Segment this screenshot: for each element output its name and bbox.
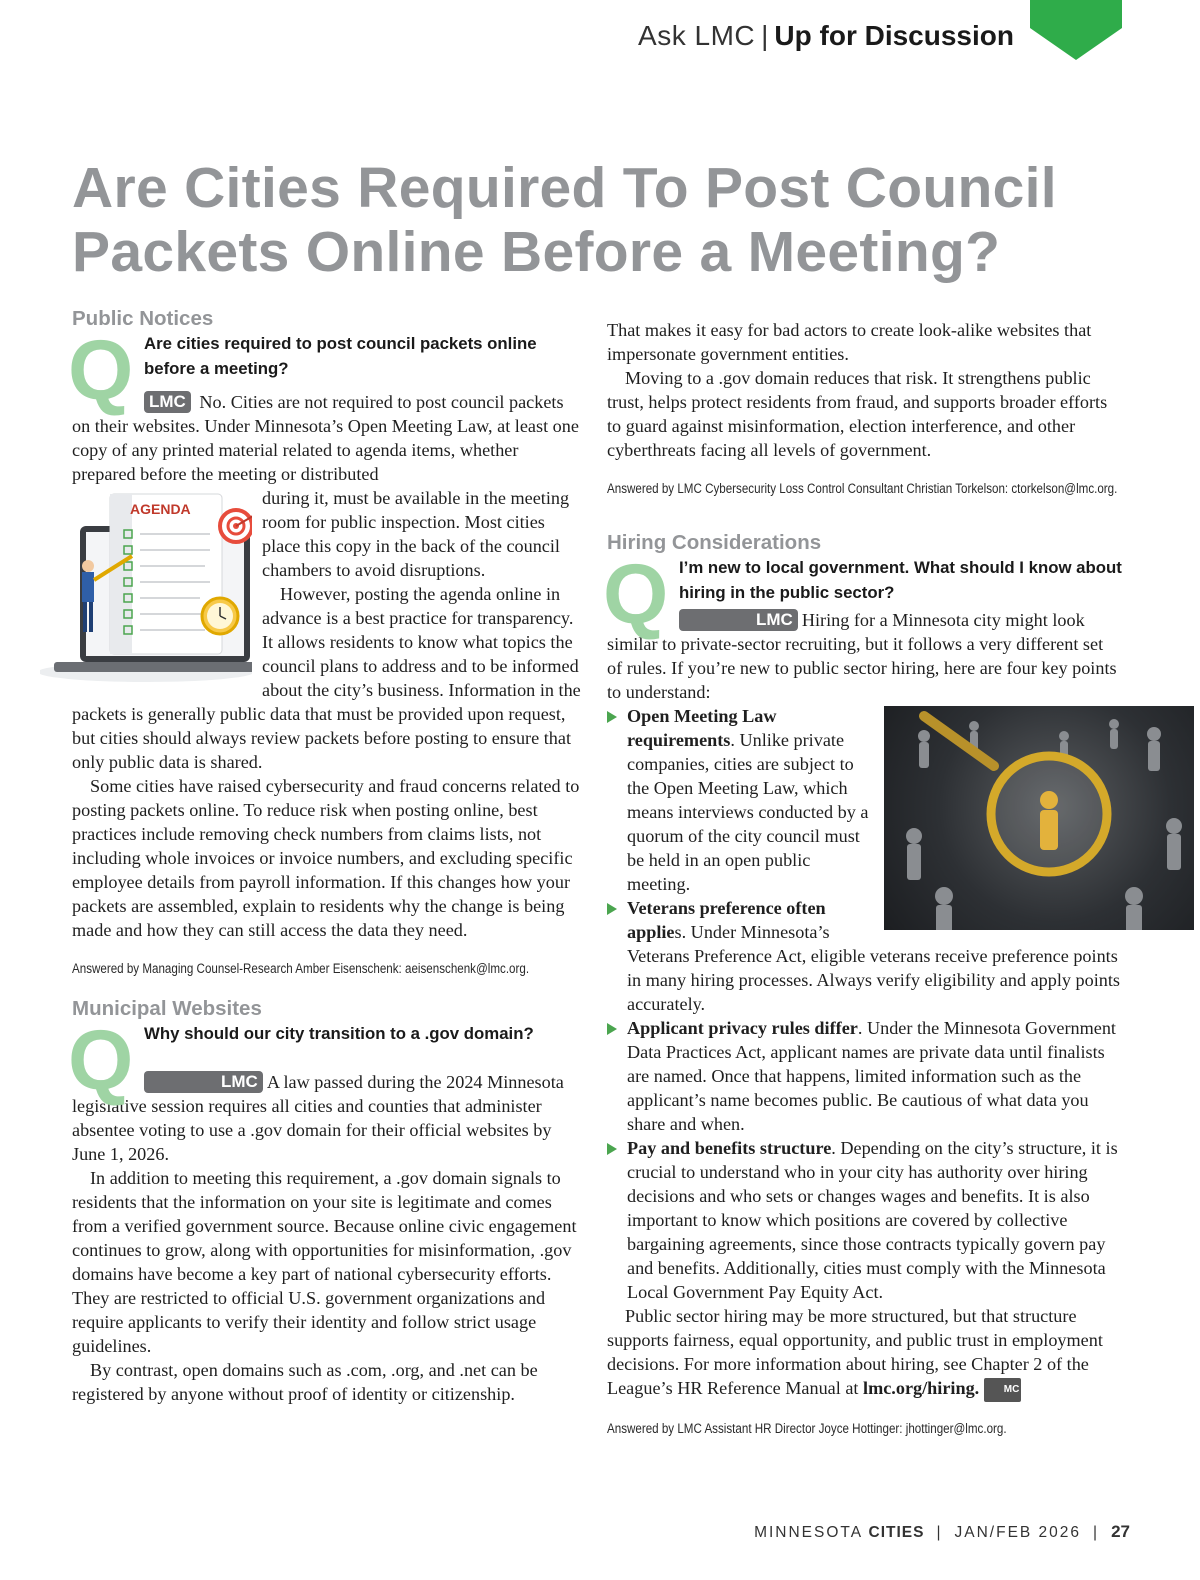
lmc-badge: LMC <box>144 1071 263 1093</box>
agenda-laptop-illustration <box>40 486 252 686</box>
q-icon: Q <box>68 1013 134 1107</box>
answer-paragraph <box>72 1070 584 1166</box>
end-mark-icon: MC <box>984 1378 1022 1402</box>
closing-paragraph <box>607 1304 1122 1402</box>
bullet-arrow-icon <box>607 711 617 723</box>
hiring-link[interactable]: lmc.org/hiring. <box>863 1378 980 1398</box>
list-item <box>607 1016 1122 1136</box>
q-icon: Q <box>603 547 669 641</box>
answer-paragraph-3: Some cities have raised cybersecurity and fraud concerns related to posting packets online. To reduce risk when posting online, best practices include removing check numbers from claims lists, not including whole invoices or invoice numbers, and excluding specific employee details from payroll information. If this changes how your packets are assembled, explain to residents why the change is being made and how they can still access the data they need. <box>72 776 580 940</box>
agenda-label: AGENDA <box>130 501 191 517</box>
point-text: . Unlike private companies, cities are subject to the Open Meeting Law, which means interviews conducted by a quorum of the city council must be held in an open public meeting. <box>627 730 869 894</box>
question-text: I’m new to local government. What should I know about hiring in the public sector? <box>679 558 1122 602</box>
question-text: Are cities required to post council packets online before a meeting? <box>144 334 537 378</box>
page-title: Are Cities Required To Post Council Packets Online Before a Meeting? <box>72 156 1057 284</box>
section-heading-public-notices: Public Notices <box>72 307 214 330</box>
answer-text: Hiring for a Minnesota city might look similar to private-sector recruiting, but it follows a very different set of rules. If you’re new to public sector hiring, here are four key points to understand: <box>607 610 1117 702</box>
byline-public-notices: Answered by Managing Counsel-Research Amber Eisenschenk: aeisenschenk@lmc.org. <box>72 961 530 976</box>
footer-divider: | <box>1093 1524 1100 1541</box>
point-title: Open Meeting Law requirements <box>627 706 777 750</box>
answer-paragraph-3-continued: That makes it easy for bad actors to create look-alike websites that impersonate government entities. <box>607 320 1092 364</box>
page-footer <box>754 1522 1130 1542</box>
bullet-arrow-icon <box>607 1023 617 1035</box>
q-icon: Q <box>68 323 134 417</box>
point-title: Applicant privacy rules differ <box>627 1018 858 1038</box>
answer-paragraph-4: Moving to a .gov domain reduces that risk. It strengthens public trust, helps protect residents from fraud, and supports broader efforts to guard against misinformation, election interference, and other cyberthreats facing all levels of government. <box>607 368 1108 460</box>
answer-paragraph-3: By contrast, open domains such as .com, .org, and .net can be registered by anyone without proof of identity or citizenship. <box>72 1360 538 1404</box>
right-column <box>603 318 1122 1440</box>
answer-text: A law passed during the 2024 Minnesota legislative session requires all cities and counties that administer absentee voting to use a .gov domain for their official websites by June 1, 2026. <box>72 1072 564 1164</box>
point-text: s. Under Minnesota’s Veterans Preference Act, eligible veterans receive preference points in many hiring processes. Always verify eligibility and apply points accurately. <box>627 922 1121 1014</box>
answer-text-part2: during it, must be available in the meeting room for public inspection. Most cities place this copy in the back of the council chambers to avoid disruptions. <box>262 488 570 580</box>
point-title: Pay and benefits structure <box>627 1138 832 1158</box>
answer-paragraph-2: However, posting the agenda online in advance is a best practice for transparency. It allows residents to know what topics the council plans to address and to be informed about the city’s business. Information in the packets is generally public data that must be provided upon request, but cities should always review packets before posting to ensure that only public data is shared. <box>72 584 581 772</box>
lmc-badge: LMC <box>144 391 191 413</box>
answer-paragraph <box>607 608 1122 704</box>
header-section: Ask LMC <box>638 20 756 51</box>
point-text: . Depending on the city’s structure, it is crucial to understand who in your city has authority over hiring decisions and who sets or changes wages and benefits. It is also important to know which positions are covered by collective bargaining agreements, since those contracts typically govern pay and benefits. Additionally, cities must comply with the Minnesota Local Government Pay Equity Act. <box>627 1138 1118 1302</box>
page-number: 27 <box>1111 1522 1130 1541</box>
question-text: Why should our city transition to a .gov domain? <box>144 1024 534 1043</box>
bullet-arrow-icon <box>607 903 617 915</box>
list-item <box>607 1136 1122 1304</box>
running-header <box>638 20 1014 52</box>
footer-divider: | <box>936 1524 943 1541</box>
key-points-list <box>607 704 1122 1304</box>
bullet-arrow-icon <box>607 1143 617 1155</box>
left-column-flow <box>68 306 584 1406</box>
header-divider: | <box>761 20 769 51</box>
section-tab-icon <box>1030 0 1122 62</box>
list-item <box>607 896 1122 1016</box>
point-text: . Under the Minnesota Government Data Practices Act, applicant names are private data until finalists are named. Once that happens, limited information such as the applicant’s name becomes public. Be cautious of what data you share and when. <box>627 1018 1116 1134</box>
answer-paragraph-2: In addition to meeting this requirement, a .gov domain signals to residents that the information on your site is legitimate and comes from a verified government source. Because online civic engagement continues to grow, along with opportunities for misinformation, .gov domains have become a key part of national cybersecurity efforts. They are restricted to official U.S. government organizations and require applicants to verify their identity and follow strict usage guidelines. <box>72 1168 577 1356</box>
answer-text-part1: No. Cities are not required to post council packets on their websites. Under Minnesota’s Open Meeting Law, at least one copy of any printed material related to agenda items, whether prepared before the meeting or distributed <box>72 392 579 484</box>
closing-text: Public sector hiring may be more structured, but that structure supports fairness, equal opportunity, and public trust in employment decisions. For more information about hiring, see Chapter 2 of the League’s HR Reference Manual at <box>607 1306 1103 1398</box>
byline-hiring: Answered by LMC Assistant HR Director Joyce Hottinger: jhottinger@lmc.org. <box>607 1421 1007 1436</box>
section-heading-municipal-websites: Municipal Websites <box>72 997 262 1020</box>
footer-issue: JAN/FEB 2026 <box>954 1524 1082 1541</box>
point-title: Veterans preference often applie <box>627 898 826 942</box>
byline-municipal-websites: Answered by LMC Cybersecurity Loss Control Consultant Christian Torkelson: ctorkelson@lmc.org. <box>607 481 1118 496</box>
answer-paragraph <box>72 390 584 486</box>
section-heading-hiring: Hiring Considerations <box>607 531 822 554</box>
list-item <box>607 704 1122 896</box>
footer-publication: MINNESOTA CITIES <box>754 1524 925 1541</box>
header-title: Up for Discussion <box>774 20 1014 51</box>
lmc-badge: LMC <box>679 609 798 631</box>
